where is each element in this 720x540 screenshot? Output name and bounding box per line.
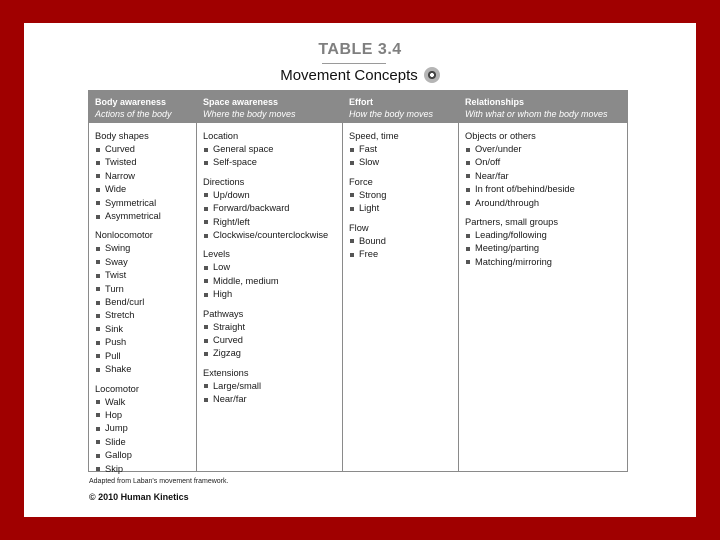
column-header-subtitle: How the body moves (349, 109, 434, 119)
column-body (197, 123, 342, 407)
list-item: In front of/behind/beside (465, 183, 627, 196)
list-item: Stretch (95, 309, 196, 322)
column-header-subtitle: Actions of the body (95, 109, 172, 119)
list-item: Bound (349, 235, 458, 248)
column-header-subtitle: Where the body moves (203, 109, 296, 119)
list-item: Walk (95, 396, 196, 409)
concept-group (465, 129, 627, 210)
column-header-subtitle: With what or whom the body moves (465, 109, 608, 119)
list-item: Sink (95, 323, 196, 336)
group-title: Partners, small groups (465, 217, 559, 228)
copyright: © 2010 Human Kinetics (89, 492, 189, 502)
concept-group (465, 215, 627, 269)
list-item: Meeting/parting (465, 242, 627, 255)
concept-group (95, 228, 196, 376)
list-item: Light (349, 202, 458, 215)
group-title: Nonlocomotor (95, 230, 153, 241)
list-item: Forward/backward (203, 202, 342, 215)
concept-group (203, 247, 342, 301)
group-title: Levels (203, 249, 230, 260)
column-effort (343, 91, 459, 471)
list-item: High (203, 288, 342, 301)
concept-group (95, 382, 196, 476)
list-item: Slide (95, 436, 196, 449)
list-item: Clockwise/counterclockwise (203, 229, 342, 242)
group-title: Objects or others (465, 131, 536, 141)
column-relationships (459, 91, 627, 471)
list-item: Self-space (203, 156, 342, 169)
list-item: Straight (203, 321, 342, 334)
group-title: Location (203, 131, 239, 141)
concept-group (349, 129, 458, 170)
concept-group (349, 221, 458, 262)
list-item: Wide (95, 183, 196, 196)
title-rule (322, 63, 386, 64)
concept-group (203, 366, 342, 407)
group-title: Directions (203, 176, 245, 187)
list-item: Narrow (95, 170, 196, 183)
list-item: Hop (95, 409, 196, 422)
list-item: Right/left (203, 216, 342, 229)
list-item: Matching/mirroring (465, 256, 627, 269)
list-item: Shake (95, 363, 196, 376)
list-item: Zigzag (203, 347, 342, 360)
cd-disc-icon (424, 67, 440, 83)
group-title: Force (349, 176, 373, 187)
table-title: Movement Concepts (280, 67, 418, 84)
list-item: Swing (95, 242, 196, 255)
column-header-title: Body awareness (95, 97, 167, 107)
list-item: Free (349, 248, 458, 261)
list-item: Middle, medium (203, 275, 342, 288)
group-title: Extensions (203, 367, 249, 378)
column-header-title: Effort (349, 97, 373, 107)
list-item: Near/far (203, 393, 342, 406)
title-row (24, 67, 696, 84)
concept-group (203, 129, 342, 170)
list-item: Curved (95, 143, 196, 156)
list-item: Sway (95, 256, 196, 269)
column-body-awareness (89, 91, 197, 474)
list-item: Gallop (95, 449, 196, 462)
list-item: Asymmetrical (95, 210, 196, 223)
list-item: Jump (95, 422, 196, 435)
list-item: Over/under (465, 143, 627, 156)
column-space-awareness (197, 91, 343, 471)
group-title: Speed, time (349, 131, 399, 141)
list-item: Leading/following (465, 229, 627, 242)
group-title: Pathways (203, 308, 244, 319)
list-item: Up/down (203, 189, 342, 202)
movement-concepts-table (88, 90, 628, 472)
group-title: Body shapes (95, 131, 149, 141)
list-item: Bend/curl (95, 296, 196, 309)
list-item: Push (95, 336, 196, 349)
column-header (343, 91, 458, 123)
column-header-title: Relationships (465, 97, 525, 107)
list-item: Fast (349, 143, 458, 156)
table-number: TABLE 3.4 (318, 41, 402, 58)
column-header (459, 91, 627, 123)
list-item: Curved (203, 334, 342, 347)
list-item: General space (203, 143, 342, 156)
column-body (459, 123, 627, 269)
slide-page (24, 23, 696, 517)
concept-group (95, 129, 196, 223)
list-item: Around/through (465, 197, 627, 210)
column-header (89, 91, 196, 123)
list-item: Low (203, 261, 342, 274)
concept-group (349, 175, 458, 216)
concept-group (203, 175, 342, 243)
list-item: Strong (349, 189, 458, 202)
concept-group (203, 307, 342, 361)
column-body (89, 123, 196, 476)
group-title: Locomotor (95, 383, 139, 394)
list-item: Twisted (95, 156, 196, 169)
list-item: Large/small (203, 380, 342, 393)
list-item: Twist (95, 269, 196, 282)
footnote: Adapted from Laban's movement framework. (89, 478, 229, 485)
list-item: Pull (95, 350, 196, 363)
list-item: Skip (95, 463, 196, 476)
list-item: Turn (95, 283, 196, 296)
list-item: Slow (349, 156, 458, 169)
list-item: On/off (465, 156, 627, 169)
column-header (197, 91, 342, 123)
list-item: Near/far (465, 170, 627, 183)
group-title: Flow (349, 222, 369, 233)
column-body (343, 123, 458, 261)
list-item: Symmetrical (95, 197, 196, 210)
column-header-title: Space awareness (203, 97, 279, 107)
